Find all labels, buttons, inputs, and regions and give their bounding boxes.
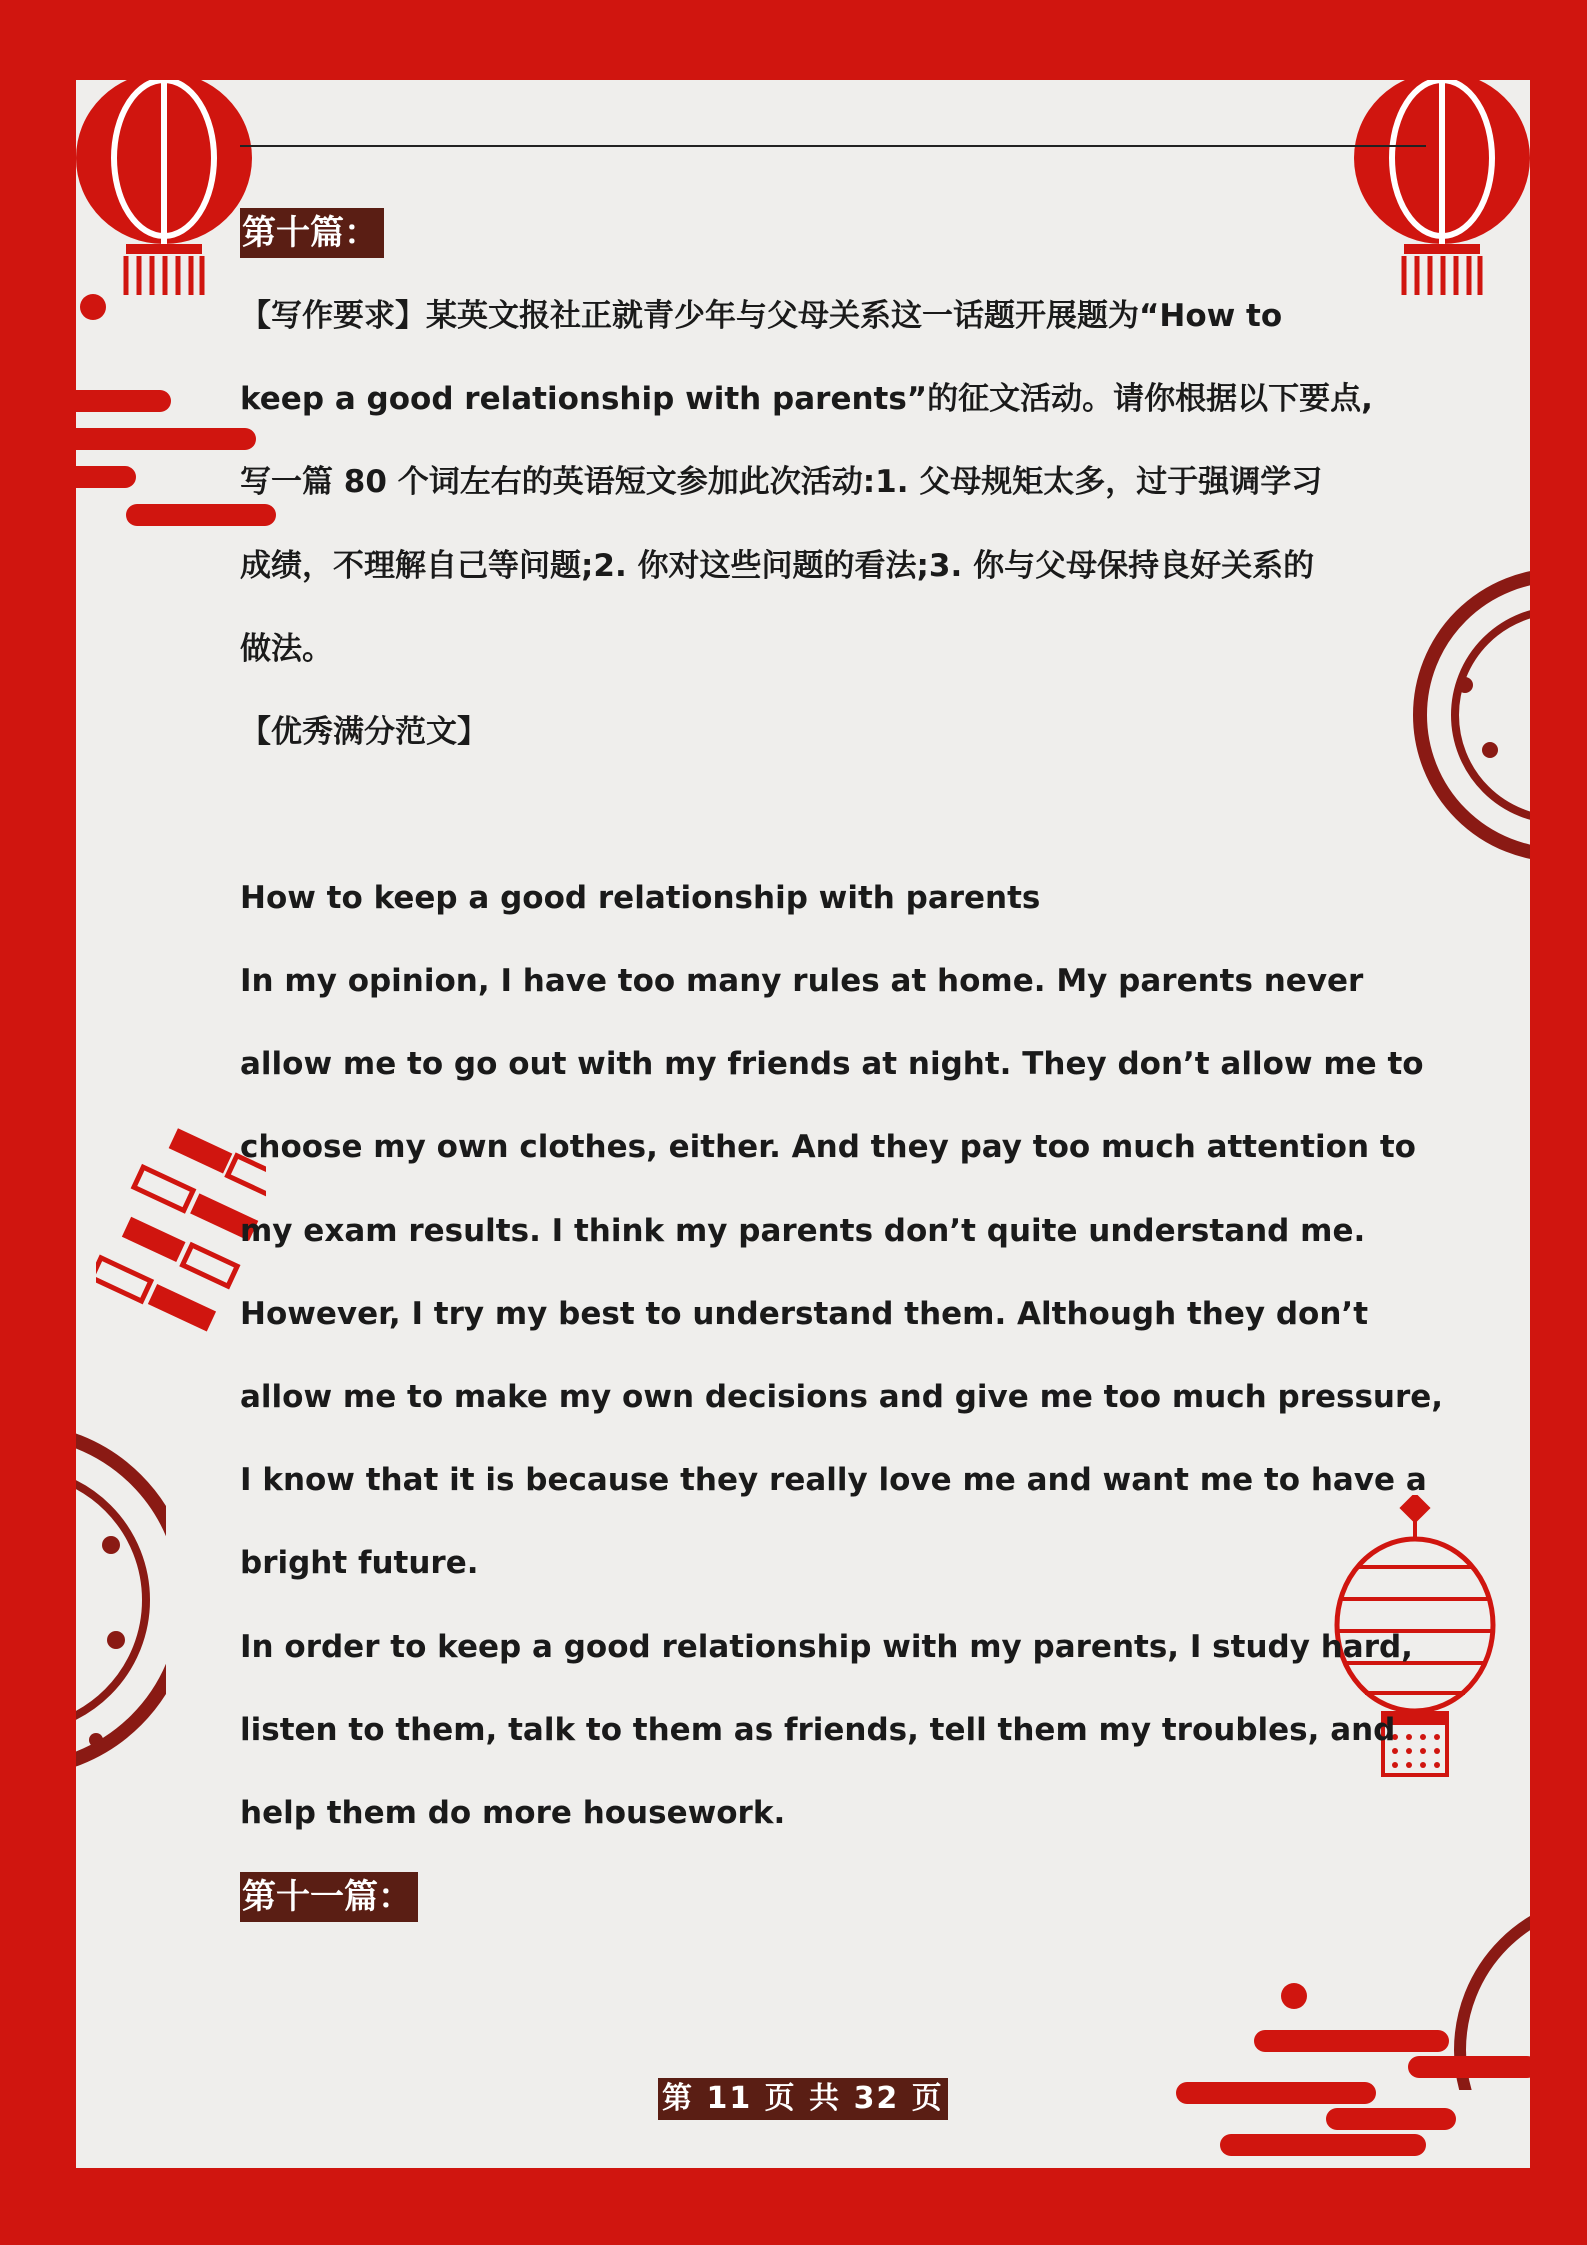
essay-line: choose my own clothes, either. And they pay too much attention to [240, 1129, 1416, 1166]
essay-line: allow me to make my own decisions and give me too much pressure, [240, 1378, 1444, 1415]
prompt-line: 做法。 [240, 630, 333, 667]
cloud-bottom-right-icon [1176, 1980, 1530, 2168]
essay-line: listen to them, talk to them as friends, tell them my troubles, and [240, 1711, 1396, 1748]
page-label: 页 共 [764, 2081, 842, 2116]
round-pattern-icon [1410, 535, 1530, 935]
page-current: 11 [706, 2081, 753, 2116]
essay-line: help them do more housework. [240, 1794, 786, 1831]
section-heading: 第十一篇： [240, 1872, 418, 1922]
essay-line: allow me to go out with my friends at night. They don’t allow me to [240, 1046, 1424, 1083]
prompt-line: keep a good relationship with parents”的征文活动。请你根据以下要点, [240, 381, 1373, 418]
page-label: 第 [662, 2081, 694, 2116]
essay-line: In order to keep a good relationship with my parents, I study hard, [240, 1628, 1413, 1665]
prompt-line: 【写作要求】某英文报社正就青少年与父母关系这一话题开展题为“How to [240, 298, 1283, 334]
essay-line: However, I try my best to understand them. Although they don’t [240, 1295, 1369, 1332]
lantern-top-left-icon [76, 80, 256, 310]
page-number [658, 2078, 948, 2120]
page-label: 页 [911, 2081, 944, 2116]
round-pattern-icon [76, 1340, 166, 1860]
writing-prompt [240, 275, 1426, 691]
essay-line: I know that it is because they really love me and want me to have a [240, 1462, 1427, 1499]
prompt-line: 成绩，不理解自己等问题;2. 你对这些问题的看法;3. 你与父母保持良好关系的 [240, 547, 1315, 584]
essay-line: my exam results. I think my parents don’t quite understand me. [240, 1212, 1366, 1249]
essay-body [240, 940, 1444, 1855]
essay-label: 【优秀满分范文】 [240, 714, 488, 750]
page-total: 32 [853, 2081, 900, 2116]
essay-title: How to keep a good relationship with parents [240, 880, 1041, 916]
document-page [76, 80, 1530, 2168]
section-heading: 第十篇： [240, 208, 384, 258]
essay-line: In my opinion, I have too many rules at home. My parents never [240, 963, 1364, 999]
header-rule [240, 145, 1426, 147]
essay-line: bright future. [240, 1545, 479, 1582]
prompt-line: 写一篇 80 个词左右的英语短文参加此次活动:1. 父母规矩太多，过于强调学习 [240, 464, 1323, 501]
